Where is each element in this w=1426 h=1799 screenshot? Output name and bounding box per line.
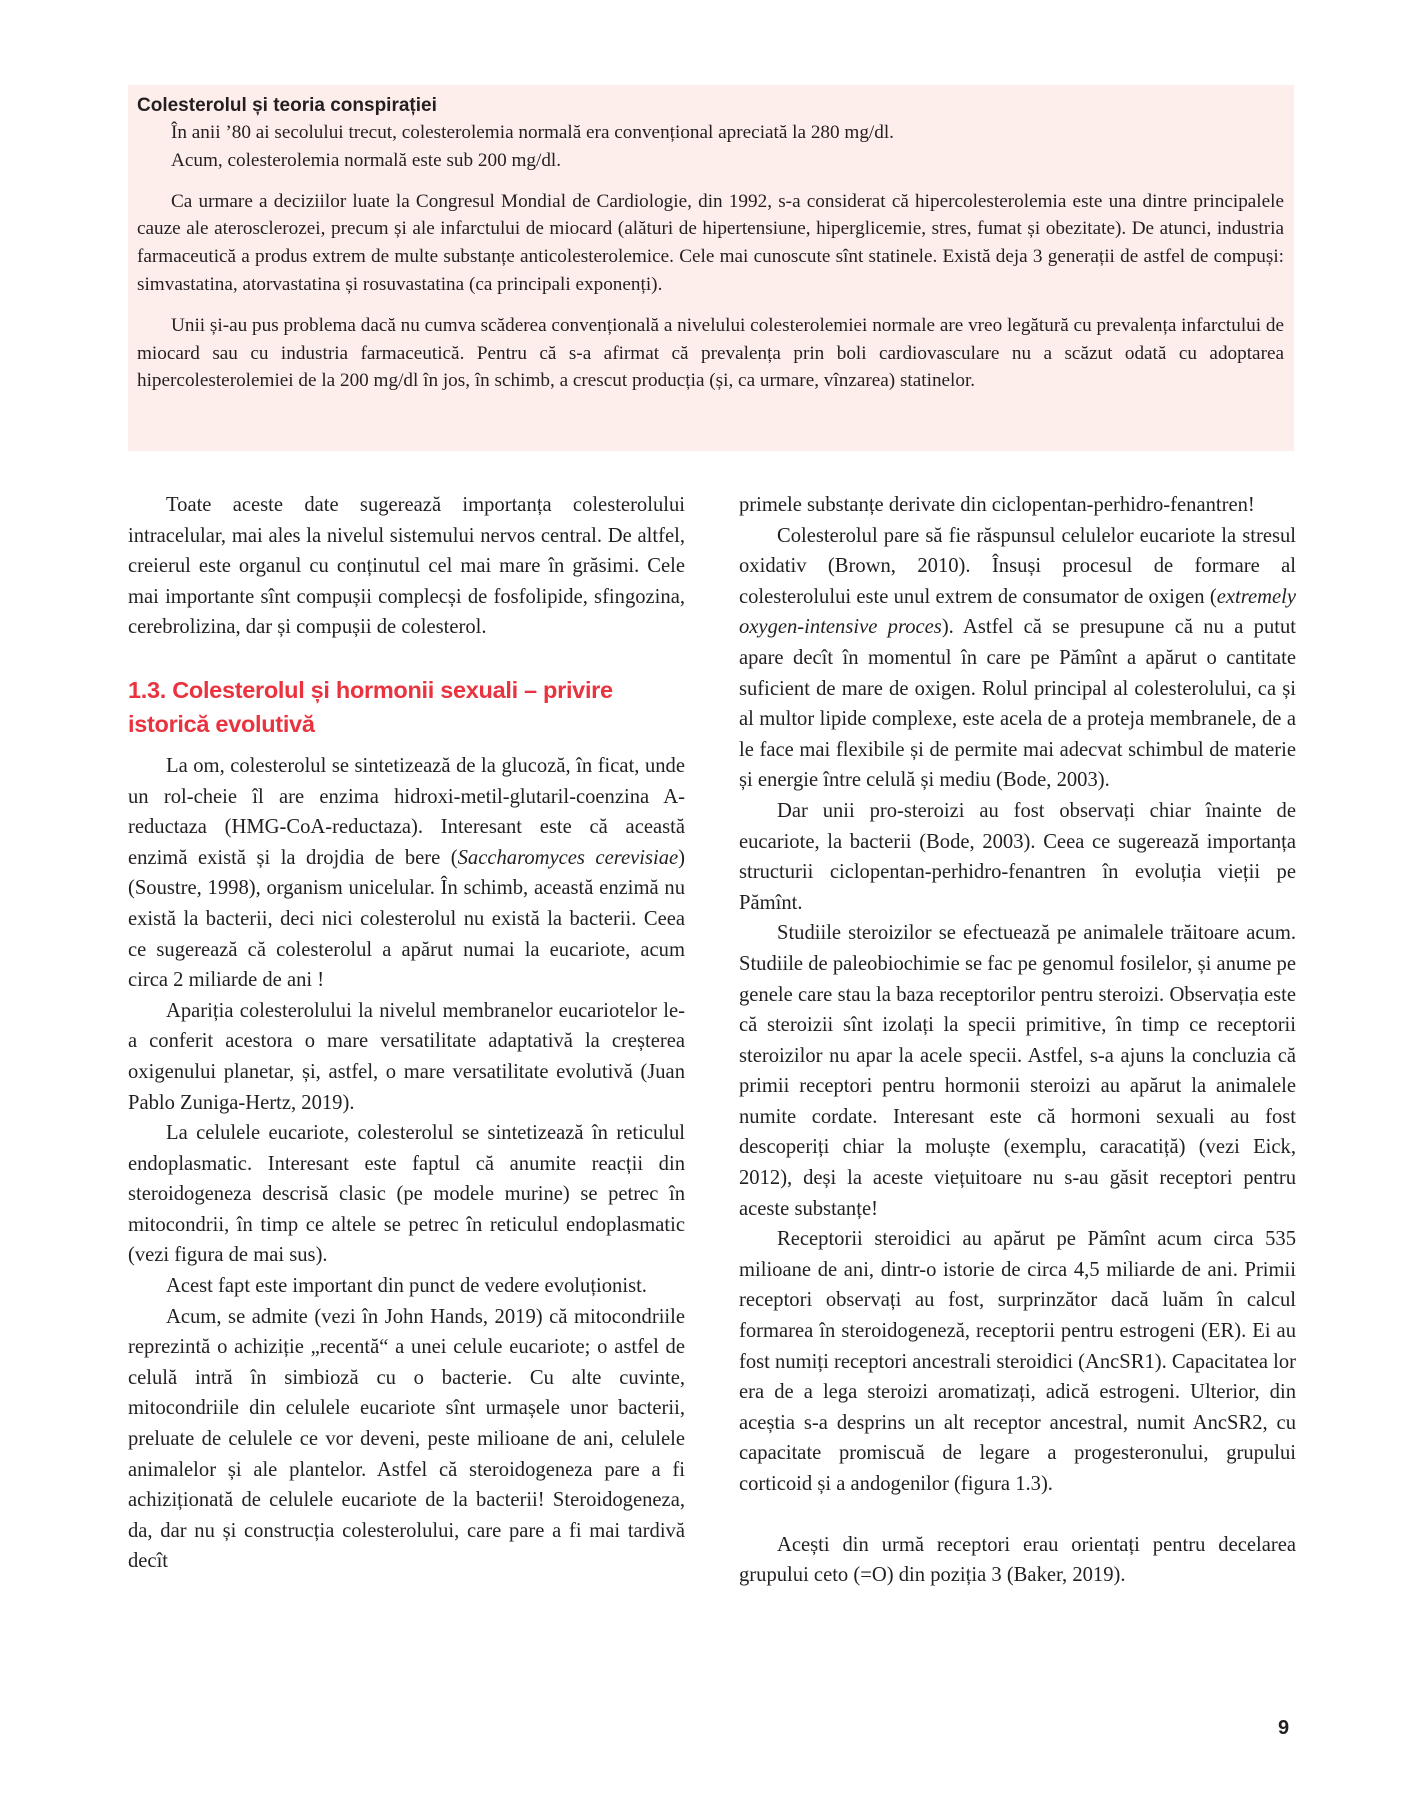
- page-number: 9: [1278, 1717, 1290, 1739]
- body-paragraph: Colesterolul pare să fie răspunsul celulelor eucariote la stresul oxidativ (Brown, 2010). Însuși procesul de formare al colesterolului este unul extrem de consumator de oxigen (extremely oxygen-intensive proces). Astfel că se presupune că nu a putut apare decît în momentul în care pe Pămînt a apărut o cantitate suficient de mare de oxigen. Rolul principal al colesterolului, ca și al multor lipide complexe, este acela de a proteja membranele, de a le face mai flexibile și de permite mai adecvat schimbul de materie și energie între celulă și mediu (Bode, 2003).: [739, 524, 1296, 792]
- italic-species-name: Saccharomyces cerevisiae: [457, 846, 679, 869]
- conspiracy-sidebar-box: [128, 85, 1294, 451]
- body-paragraph: Studiile steroizilor se efectuează pe animalele trăitoare acum. Studiile de paleobiochimie se fac pe genomul fosilelor, și anume pe genele care stau la baza receptorilor pentru steroizi. Observația este că steroizii sînt izolați la specii primitive, în timp ce receptorii steroizilor nu apar la acele specii. Astfel, s-a ajuns la concluzia că primii receptori pentru hormonii steroizi au apărut la animalele numite cordate. Interesant este că hormoni sexuali au fost descoperiți chiar la moluște (exemplu, caracatiță) (vezi Eick, 2012), deși la aceste viețuitoare nu s-au găsit receptori pentru aceste substanțe!: [739, 922, 1296, 1220]
- left-column: [128, 490, 685, 1577]
- section-heading: 1.3. Colesterolul și hormonii sexuali – privire istorică evolutivă: [128, 676, 613, 737]
- italic-phrase: extremely oxygen-intensive proces: [739, 585, 1296, 639]
- sidebar-paragraph: Ca urmare a deciziilor luate la Congresul Mondial de Cardiologie, din 1992, s-a considerat că hipercolesterolemia este una dintre principalele cauze ale aterosclerozei, precum și ale infarctului de miocard (alături de hipertensiune, hiperglicemie, stres, fumat și obezitate). De atunci, industria farmaceutică a produs extrem de multe substanțe anticolesterolemice. Cele mai cunoscute sînt statinele. Există deja 3 generații de astfel de compuși: simvastatina, atorvastatina și rosuvastatina (ca principali exponenți).: [137, 190, 1284, 295]
- sidebar-title: Colesterolul și teoria conspirației: [137, 95, 437, 116]
- body-paragraph: Apariția colesterolului la nivelul membranelor eucariotelor le-a conferit acestora o mare versatilitate adaptativă la creșterea oxigenului planetar, și, astfel, o mare versatilitate evolutivă (Juan Pablo Zuniga-Hertz, 2019).: [128, 999, 685, 1114]
- body-paragraph: Acești din urmă receptori erau orientați pentru decelarea grupului ceto (=O) din poziția 3 (Baker, 2019).: [739, 1533, 1296, 1587]
- sidebar-paragraph: Acum, colesterolemia normală este sub 200 mg/dl.: [171, 149, 562, 171]
- body-paragraph: La om, colesterolul se sintetizează de la glucoză, în ficat, unde un rol-cheie îl are enzima hidroxi-metil-glutaril-coenzina A-reductaza (HMG-CoA-reductaza). Interesant este că această enzimă există și la drojdia de bere (Saccharomyces cerevisiae) (Soustre, 1998), organism unicelular. În schimb, această enzimă nu există la bacterii, deci nici colesterolul nu există la bacterii. Ceea ce sugerează că colesterolul a apărut numai la eucariote, acum circa 2 miliarde de ani !: [128, 754, 685, 992]
- body-paragraph: Toate aceste date sugerează importanța colesterolului intracelular, mai ales la nivelul sistemului nervos central. De altfel, creierul este organul cu conținutul cel mai mare în grăsimi. Cele mai importante sînt compușii complecși de fosfolipide, sfingozina, cerebrolizina, dar și compușii de colesterol.: [128, 494, 685, 639]
- body-paragraph: Dar unii pro-steroizi au fost observați chiar înainte de eucariote, la bacterii (Bode, 2003). Ceea ce sugerează importanța structurii ciclopentan-perhidro-fenantren în evoluția vieții pe Pămînt.: [739, 799, 1296, 914]
- sidebar-paragraph: Unii și-au pus problema dacă nu cumva scăderea convențională a nivelului colesterolemiei normale are vreo legătură cu prevalența infarctului de miocard sau cu industria farmaceutică. Pentru că s-a afirmat că prevalența prin boli cardiovasculare nu a scăzut odată cu adoptarea hipercolesterolemiei de la 200 mg/dl în jos, în schimb, a crescut producția (și, ca urmare, vînzarea) statinelor.: [137, 314, 1284, 392]
- sidebar-paragraph: În anii ’80 ai secolului trecut, colesterolemia normală era convențional apreciată la 280 mg/dl.: [171, 122, 894, 143]
- body-paragraph: primele substanțe derivate din ciclopentan-perhidro-fenantren!: [739, 494, 1255, 516]
- body-paragraph: Acest fapt este important din punct de vedere evoluționist.: [166, 1275, 647, 1298]
- body-paragraph: Acum, se admite (vezi în John Hands, 2019) că mitocondriile reprezintă o achiziție „recentă“ a unei celule eucariote; o astfel de celulă intră în simbioză cu o bacterie. Cu alte cuvinte, mitocondriile din celulele eucariote sînt urmașele unor bacterii, preluate de celulele ce vor deveni, peste milioane de ani, celulele animalelor și ale plantelor. Astfel că steroidogeneza pare a fi achiziționată de celulele eucariote de la bacterii! Steroidogeneza, da, dar nu și construcția colesterolului, care pare a fi mai tardivă decît: [128, 1305, 685, 1573]
- body-paragraph: Receptorii steroidici au apărut pe Pămînt acum circa 535 milioane de ani, dintr-o istorie de circa 4,5 miliarde de ani. Primii receptori observați au fost, surprinzător dacă luăm în calcul formarea în steroidogeneză, receptorii pentru estrogeni (ER). Ei au fost numiți receptori ancestrali steroidici (AncSR1). Capacitatea lor era de a lega steroizi aromatizați, adică estrogeni. Ulterior, din aceștia s-a desprins un alt receptor ancestral, numit AncSR2, cu capacitate promiscuă de legare a progesteronului, grupului corticoid și a andogenilor (figura 1.3).: [739, 1228, 1296, 1495]
- body-paragraph: La celulele eucariote, colesterolul se sintetizează în reticulul endoplasmatic. Interesant este faptul că anumite reacții din steroidogeneza descrisă clasic (pe modele murine) se petrec în mitocondrii, în timp ce altele se petrec în reticulul endoplasmatic (vezi figura de mai sus).: [128, 1122, 685, 1267]
- right-column: [739, 490, 1296, 1591]
